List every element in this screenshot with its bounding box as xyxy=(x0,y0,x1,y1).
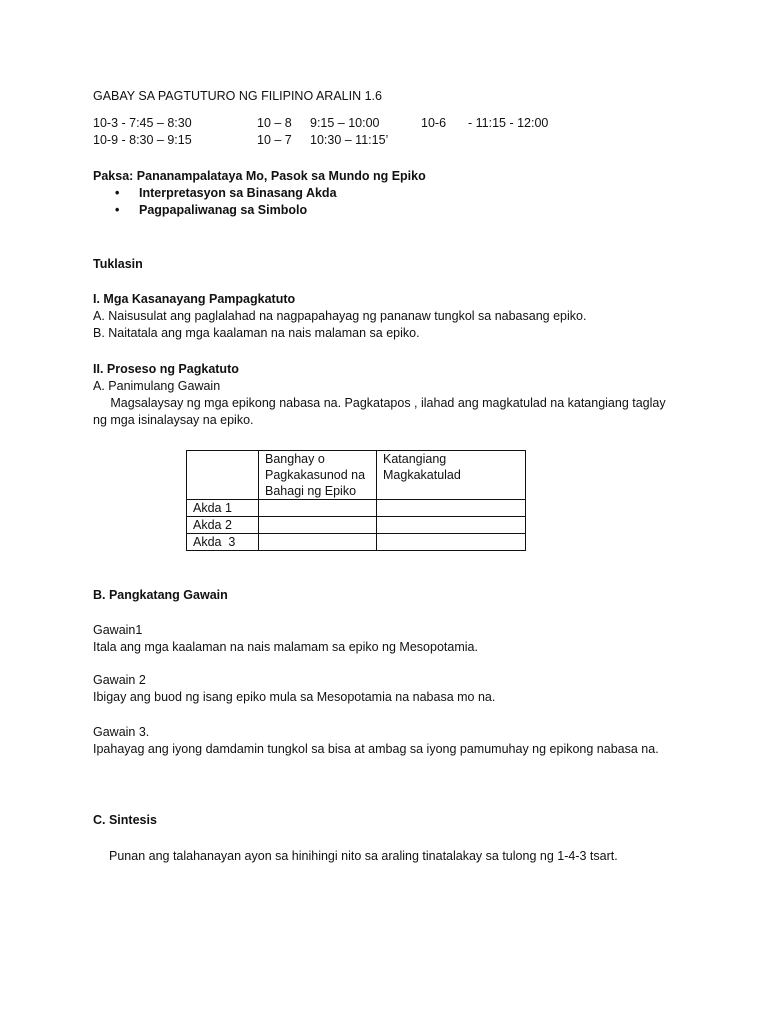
table-cell[interactable] xyxy=(259,517,377,534)
table-cell[interactable] xyxy=(259,534,377,551)
schedule-section: 10-9 - 8:30 – 9:15 xyxy=(93,133,192,147)
sintesis-text-block xyxy=(109,848,708,865)
objective-item: B. Naitatala ang mga kaalaman na nais malaman sa epiko. xyxy=(93,326,420,340)
gawain-1 xyxy=(93,622,708,656)
gawain-2 xyxy=(93,672,708,706)
table-row xyxy=(187,534,526,551)
paksa-bullet: • Interpretasyon sa Binasang Akda xyxy=(93,185,708,202)
panimulang-instruction-cont: ng mga isinalaysay na epiko. xyxy=(93,413,254,427)
section-1-heading: I. Mga Kasanayang Pampagkatuto xyxy=(93,292,296,306)
gawain-2-title: Gawain 2 xyxy=(93,673,146,687)
schedule-time: 10:30 – 11:15’ xyxy=(310,133,389,147)
gawain-3-text: Ipahayag ang iyong damdamin tungkol sa bisa at ambag sa iyong pamumuhay ng epikong nabasa na. xyxy=(93,742,659,756)
schedule-section: 10-3 - 7:45 – 8:30 xyxy=(93,116,192,130)
panimulang-gawain-heading: A. Panimulang Gawain xyxy=(93,379,221,393)
table-header-cell: Katangiang Magkakatulad xyxy=(377,451,526,500)
objective-item: A. Naisusulat ang paglalahad na nagpapahayag ng pananaw tungkol sa nabasang epiko. xyxy=(93,309,587,323)
pangkatang-heading-block xyxy=(93,587,708,604)
pangkatang-heading: B. Pangkatang Gawain xyxy=(93,588,228,602)
schedule-section: 10 – 7 xyxy=(257,133,292,147)
table-cell[interactable] xyxy=(259,500,377,517)
table-row xyxy=(187,500,526,517)
section-1 xyxy=(93,291,708,342)
lesson-title: GABAY SA PAGTUTURO NG FILIPINO ARALIN 1.6 xyxy=(93,89,382,103)
paksa-bullet: • Pagpapaliwanag sa Simbolo xyxy=(93,202,708,219)
epiko-table xyxy=(186,450,526,551)
table-cell[interactable] xyxy=(377,517,526,534)
sintesis-text: Punan ang talahanayan ayon sa hinihingi nito sa araling tinatalakay sa tulong ng 1-4-3 tsart. xyxy=(109,849,618,863)
schedule xyxy=(93,115,693,149)
table-cell[interactable] xyxy=(377,534,526,551)
schedule-section: 10-6 xyxy=(421,116,447,130)
tuklasin-heading: Tuklasin xyxy=(93,257,143,271)
table-row-label: Akda 2 xyxy=(187,517,259,534)
table-header-row xyxy=(187,451,526,500)
section-2 xyxy=(93,361,708,429)
table-header-cell: Banghay o Pagkakasunod na Bahagi ng Epiko xyxy=(259,451,377,500)
table-row-label: Akda 3 xyxy=(187,534,259,551)
table-corner-cell xyxy=(187,451,259,500)
table-cell[interactable] xyxy=(377,500,526,517)
table-row-label: Akda 1 xyxy=(187,500,259,517)
tuklasin-block xyxy=(93,256,708,273)
section-2-heading: II. Proseso ng Pagkatuto xyxy=(93,362,239,376)
schedule-time: 9:15 – 10:00 xyxy=(310,116,380,130)
gawain-1-title: Gawain1 xyxy=(93,623,143,637)
schedule-time: - 11:15 - 12:00 xyxy=(468,116,549,130)
gawain-3-title: Gawain 3. xyxy=(93,725,150,739)
schedule-section: 10 – 8 xyxy=(257,116,292,130)
sintesis-heading: C. Sintesis xyxy=(93,813,157,827)
table-row xyxy=(187,517,526,534)
gawain-3 xyxy=(93,724,708,758)
schedule-row xyxy=(93,115,693,132)
gawain-1-text: Itala ang mga kaalaman na nais malamam sa epiko ng Mesopotamia. xyxy=(93,640,478,654)
paksa-topic: Paksa: Pananampalataya Mo, Pasok sa Mundo ng Epiko xyxy=(93,169,426,183)
schedule-row xyxy=(93,132,693,149)
panimulang-instruction: Magsalaysay ng mga epikong nabasa na. Pagkatapos , ilahad ang magkatulad na katangiang taglay xyxy=(93,396,666,410)
sintesis-heading-block xyxy=(93,812,708,829)
lesson-title-block xyxy=(93,88,708,105)
gawain-2-text: Ibigay ang buod ng isang epiko mula sa Mesopotamia na nabasa mo na. xyxy=(93,690,496,704)
paksa-block xyxy=(93,168,708,219)
